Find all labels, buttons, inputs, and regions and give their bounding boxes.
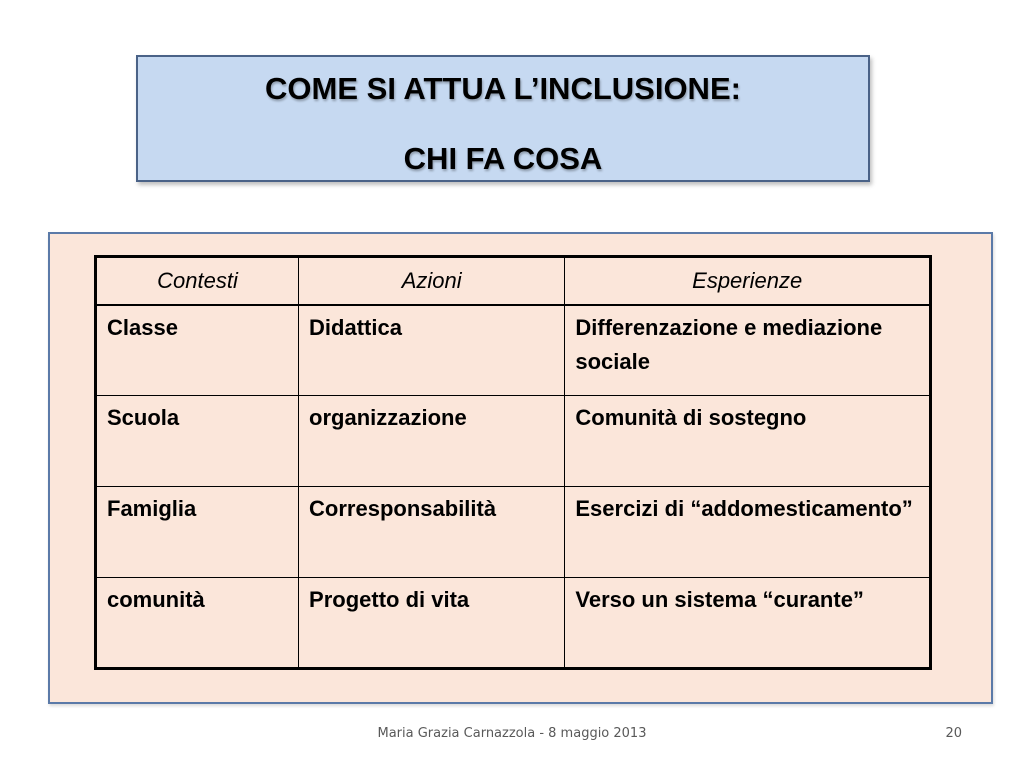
footer-author: Maria Grazia Carnazzola - 8 maggio 2013 <box>377 726 647 741</box>
table-row <box>96 305 931 396</box>
table-row <box>96 396 931 487</box>
header-esperienze: Esperienze <box>565 257 931 305</box>
roles-table <box>94 255 932 670</box>
page-number: 20 <box>945 726 962 741</box>
table-cell-contesto: Famiglia <box>96 487 299 578</box>
slide-title-line-2: CHI FA COSA <box>403 141 603 176</box>
table-cell-contesto: Scuola <box>96 396 299 487</box>
table-cell-azione: organizzazione <box>299 396 565 487</box>
slide-title-line-1: COME SI ATTUA L’INCLUSIONE: <box>265 71 741 106</box>
header-azioni: Azioni <box>299 257 565 305</box>
table-cell-esperienza: Comunità di sostegno <box>565 396 931 487</box>
header-contesti: Contesti <box>96 257 299 305</box>
table-row <box>96 487 931 578</box>
table-cell-azione: Progetto di vita <box>299 578 565 669</box>
table-cell-esperienza: Verso un sistema “curante” <box>565 578 931 669</box>
table-cell-contesto: Classe <box>96 305 299 396</box>
table-cell-azione: Corresponsabilità <box>299 487 565 578</box>
table-row <box>96 578 931 669</box>
table-header-row <box>96 257 931 305</box>
table-cell-azione: Didattica <box>299 305 565 396</box>
table-cell-contesto: comunità <box>96 578 299 669</box>
table-cell-esperienza: Differenzazione e mediazione sociale <box>565 305 931 396</box>
table-cell-esperienza: Esercizi di “addomesticamento” <box>565 487 931 578</box>
slide-title-box <box>136 55 870 182</box>
